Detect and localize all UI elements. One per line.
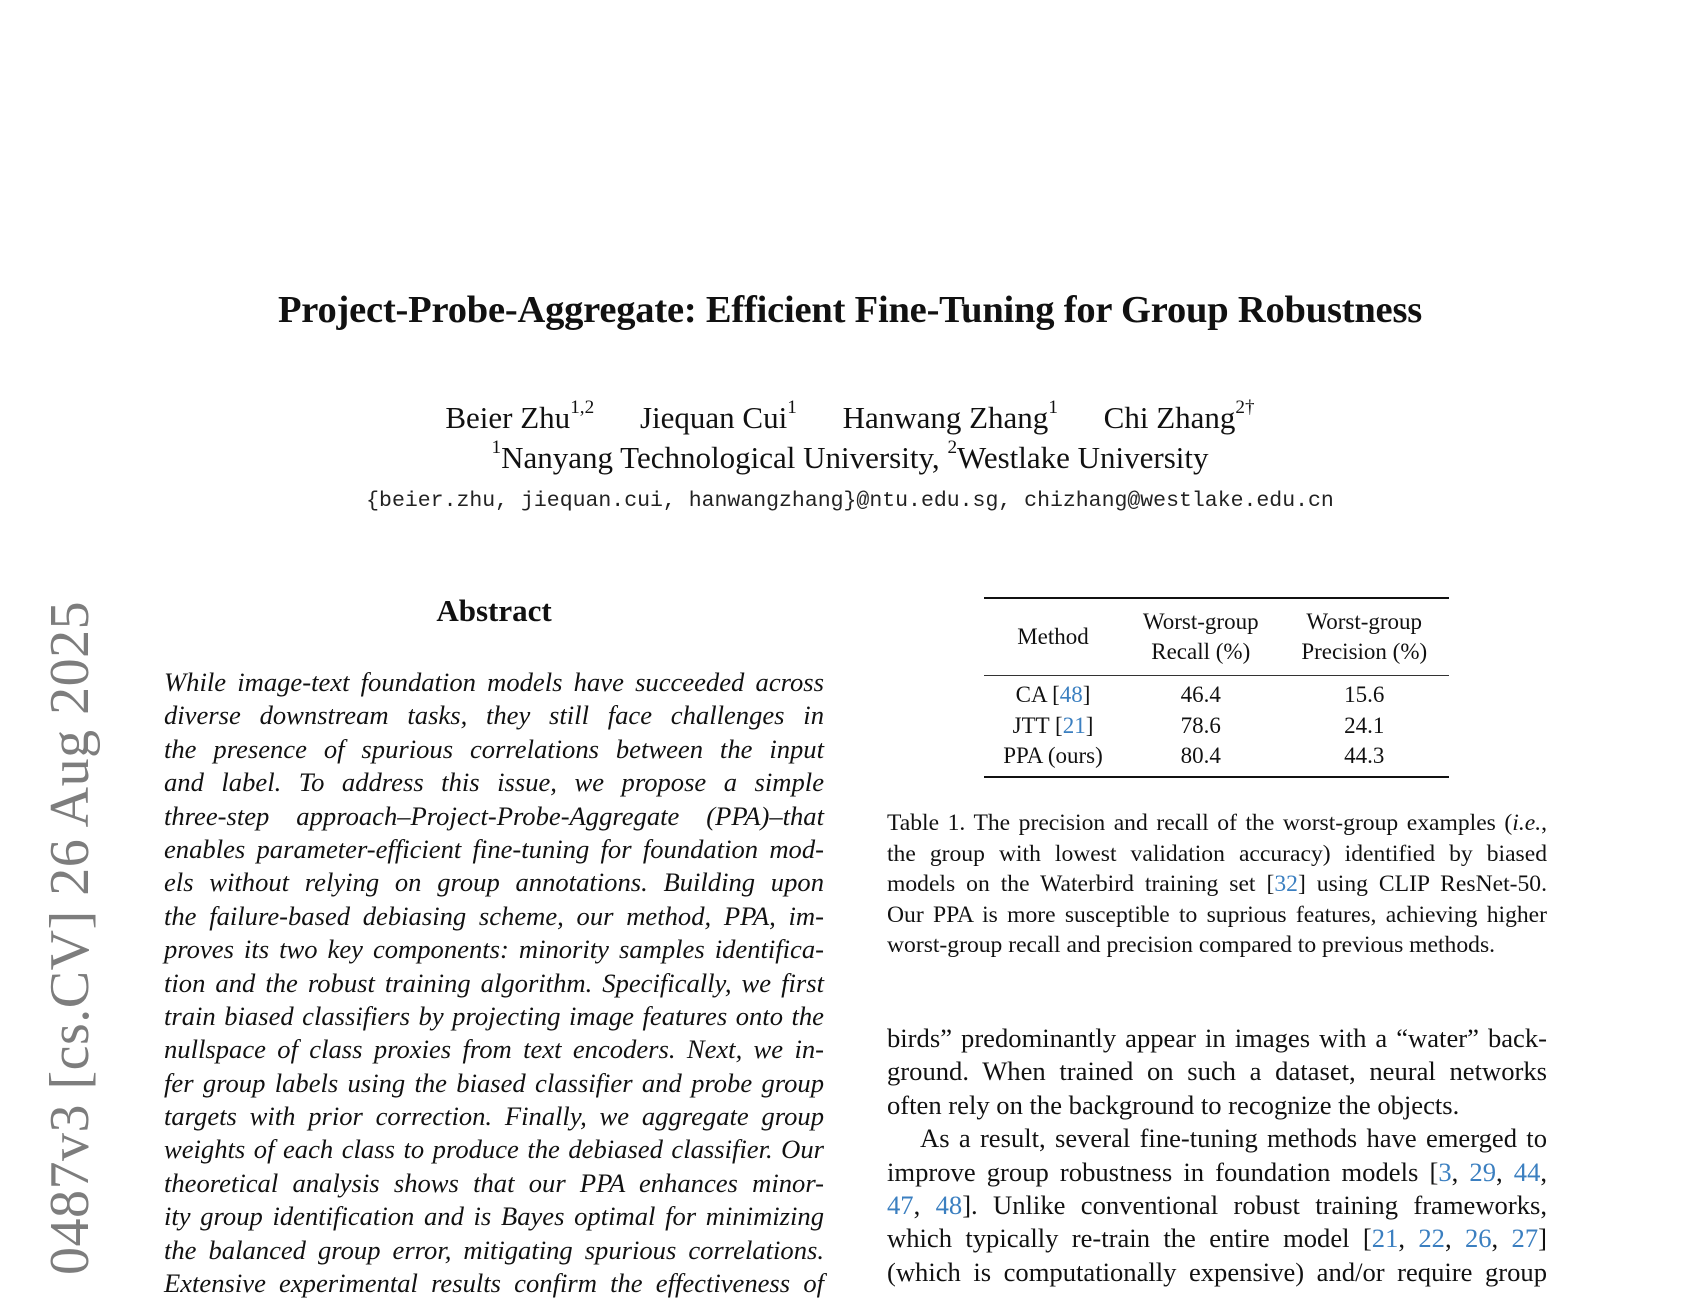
abstract-line: targets with prior correction. Finally, we aggregate group bbox=[164, 1101, 824, 1132]
table-row bbox=[984, 711, 1449, 742]
body-text-right bbox=[887, 1022, 1547, 1289]
abstract-line: three-step approach–Project-Probe-Aggregate (PPA)–that bbox=[164, 800, 824, 831]
author-emails: {beier.zhu, jiequan.cui, hanwangzhang}@ntu.edu.sg, chizhang@westlake.edu.cn bbox=[366, 489, 1334, 513]
abstract-line: While image-text foundation models have succeeded across bbox=[164, 667, 824, 697]
citation-link[interactable]: 26 bbox=[1464, 1223, 1492, 1254]
cell-method: PPA (ours) bbox=[1003, 743, 1103, 768]
table-row bbox=[984, 741, 1449, 777]
arxiv-stamp: 0487v3 [cs.CV] 26 Aug 2025 bbox=[39, 600, 101, 1275]
abstract-line: nullspace of class proxies from text encoders. Next, we in- bbox=[164, 1034, 824, 1065]
header-method bbox=[984, 598, 1122, 676]
abstract-heading: Abstract bbox=[436, 593, 552, 628]
caption-line: Our PPA is more susceptible to suprious features, achieving higher bbox=[887, 901, 1547, 928]
body-line: improve group robustness in foundation models [3, 29, 44, bbox=[887, 1156, 1548, 1187]
author-list bbox=[0, 397, 1700, 436]
citation-link[interactable]: 48 bbox=[935, 1190, 963, 1221]
author bbox=[445, 397, 595, 435]
table-caption bbox=[887, 808, 1547, 961]
method-name: CA bbox=[1015, 682, 1047, 707]
body-line: which typically re-train the entire model [21, 22, 26, 27] bbox=[887, 1223, 1547, 1254]
body-line: As a result, several fine-tuning methods have emerged to bbox=[920, 1123, 1547, 1154]
author-name: Chi Zhang bbox=[1103, 400, 1236, 435]
author-affil-mark: 1,2 bbox=[570, 397, 595, 418]
abstract-line: diverse downstream tasks, they still face challenges in bbox=[164, 700, 824, 731]
author-affil-mark: 1 bbox=[787, 397, 797, 418]
body-line: ground. When trained on such a dataset, neural networks bbox=[887, 1056, 1547, 1087]
method-name: JTT bbox=[1012, 712, 1050, 738]
affil-mark: 2 bbox=[947, 437, 958, 458]
citation-link[interactable]: 47 bbox=[887, 1190, 914, 1221]
abstract-line: and label. To address this issue, we propose a simple bbox=[164, 767, 824, 798]
abstract-line: weights of each class to produce the debiased classifier. Our bbox=[164, 1134, 824, 1165]
abstract-line: the presence of spurious correlations between the input bbox=[164, 733, 824, 764]
author bbox=[639, 397, 797, 435]
caption-line: models on the Waterbird training set [32] using CLIP ResNet-50. bbox=[887, 871, 1547, 898]
cell-method: CA [48] bbox=[1015, 682, 1091, 707]
abstract-line: train biased classifiers by projecting image features onto the bbox=[164, 1000, 824, 1031]
affil-mark: 1 bbox=[491, 437, 502, 458]
author-name: Jiequan Cui bbox=[639, 400, 788, 435]
author-name: Hanwang Zhang bbox=[842, 400, 1049, 435]
affiliation: Nanyang Technological University, bbox=[501, 440, 940, 475]
abstract-line: proves its two key components: minority samples identifica- bbox=[164, 934, 824, 965]
body-line: (which is computationally expensive) and/or require group bbox=[887, 1256, 1547, 1287]
citation-link[interactable]: 21 bbox=[1062, 712, 1086, 738]
caption-line: Table 1. The precision and recall of the worst-group examples (i.e., bbox=[887, 810, 1547, 836]
cell-recall: 46.4 bbox=[1180, 682, 1221, 707]
author bbox=[842, 397, 1058, 435]
body-line: 47, 48]. Unlike conventional robust training frameworks, bbox=[887, 1190, 1548, 1221]
affiliation: Westlake University bbox=[957, 440, 1209, 475]
citation-link[interactable]: 29 bbox=[1469, 1156, 1496, 1187]
header-text: Method bbox=[1017, 624, 1089, 649]
author-affil-mark: 2† bbox=[1235, 397, 1255, 418]
citation-link[interactable]: 48 bbox=[1059, 682, 1083, 707]
table-header-row bbox=[984, 598, 1449, 676]
header-recall bbox=[1122, 598, 1279, 676]
paper-title: Project-Probe-Aggregate: Efficient Fine-Tuning for Group Robustness bbox=[277, 289, 1423, 331]
header-text: Precision (%) bbox=[1301, 639, 1428, 664]
author-affil-mark: 1 bbox=[1048, 397, 1058, 418]
cell-precision: 44.3 bbox=[1344, 743, 1385, 768]
abstract-body bbox=[164, 666, 824, 1300]
header-precision bbox=[1279, 598, 1449, 676]
abstract-line: the failure-based debiasing scheme, our method, PPA, im- bbox=[164, 900, 824, 931]
abstract-line: tion and the robust training algorithm. Specifically, we first bbox=[164, 967, 824, 998]
abstract-line: ity group identification and is Bayes optimal for minimizing bbox=[164, 1201, 824, 1232]
header-text: Recall (%) bbox=[1151, 639, 1251, 664]
cell-recall: 78.6 bbox=[1180, 712, 1221, 738]
abstract-line: the balanced group error, mitigating spurious correlations. bbox=[164, 1234, 824, 1265]
citation-link[interactable]: 22 bbox=[1418, 1223, 1445, 1254]
abstract-line: els without relying on group annotations. Building upon bbox=[164, 867, 824, 898]
citation-link[interactable]: 27 bbox=[1511, 1223, 1539, 1254]
table-row bbox=[984, 676, 1449, 711]
citation-link[interactable]: 32 bbox=[1274, 871, 1298, 898]
citation-link[interactable]: 44 bbox=[1513, 1156, 1541, 1187]
results-table bbox=[984, 597, 1449, 778]
affiliations bbox=[0, 437, 1700, 476]
abstract-line: Extensive experimental results confirm the effectiveness of bbox=[164, 1268, 824, 1299]
citation-link[interactable]: 21 bbox=[1371, 1223, 1399, 1254]
abstract-line: theoretical analysis shows that our PPA enhances minor- bbox=[164, 1167, 824, 1198]
author-name: Beier Zhu bbox=[445, 400, 571, 435]
body-line: often rely on the background to recognize the objects. bbox=[887, 1089, 1460, 1120]
cell-precision: 15.6 bbox=[1344, 682, 1385, 707]
citation-link[interactable]: 3 bbox=[1438, 1156, 1452, 1187]
cell-precision: 24.1 bbox=[1344, 712, 1385, 738]
caption-line: worst-group recall and precision compared to previous methods. bbox=[887, 932, 1496, 959]
caption-line: the group with lowest validation accuracy) identified by biased bbox=[887, 840, 1547, 867]
abstract-line: enables parameter-efficient fine-tuning for foundation mod- bbox=[164, 833, 824, 864]
body-line: birds” predominantly appear in images with a “water” back- bbox=[887, 1023, 1547, 1053]
header-text: Worst-group bbox=[1142, 609, 1259, 634]
cell-recall: 80.4 bbox=[1180, 743, 1221, 768]
author bbox=[1103, 397, 1255, 435]
header-text: Worst-group bbox=[1306, 609, 1423, 634]
cell-method: JTT [21] bbox=[1012, 712, 1094, 738]
abstract-line: fer group labels using the biased classifier and probe group bbox=[164, 1067, 824, 1098]
